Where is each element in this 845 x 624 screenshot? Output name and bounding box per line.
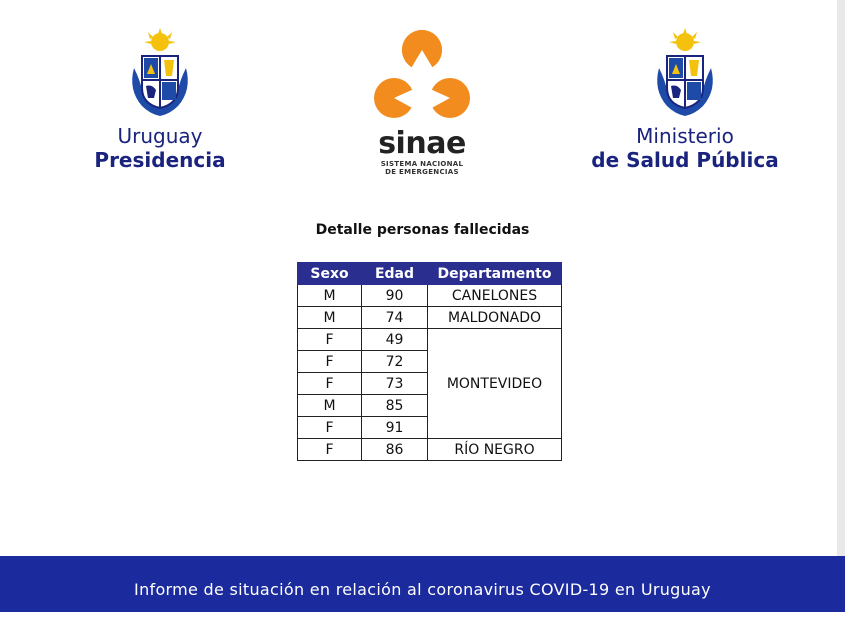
cell-edad: 72 <box>362 351 428 373</box>
cell-departamento: CANELONES <box>428 285 562 307</box>
coat-of-arms-icon <box>645 28 725 120</box>
msp-line2: de Salud Pública <box>591 148 779 172</box>
coat-of-arms-icon <box>120 28 200 120</box>
footer-text: Informe de situación en relación al coronavirus COVID-19 en Uruguay <box>134 580 711 599</box>
cell-sexo: M <box>298 285 362 307</box>
cell-edad: 49 <box>362 329 428 351</box>
sinae-subtitle-2: DE EMERGENCIAS <box>385 168 459 176</box>
cell-sexo: F <box>298 373 362 395</box>
sinae-emblem-icon <box>372 28 472 122</box>
cell-departamento: MALDONADO <box>428 307 562 329</box>
header-sexo: Sexo <box>298 263 362 285</box>
cell-sexo: M <box>298 307 362 329</box>
table-row <box>298 307 562 329</box>
cell-sexo: F <box>298 417 362 439</box>
table-header-row <box>298 263 562 285</box>
presidencia-line1: Uruguay <box>117 124 203 148</box>
msp-logo <box>585 28 785 172</box>
sinae-subtitle-1: SISTEMA NACIONAL <box>380 160 464 168</box>
cell-edad: 91 <box>362 417 428 439</box>
cell-sexo: F <box>298 329 362 351</box>
table-title: Detalle personas fallecidas <box>315 222 530 238</box>
cell-edad: 85 <box>362 395 428 417</box>
cell-sexo: F <box>298 439 362 461</box>
table-row <box>298 285 562 307</box>
footer-banner <box>0 556 845 612</box>
cell-sexo: M <box>298 395 362 417</box>
table-row <box>298 329 562 351</box>
sinae-wordmark: sinae <box>378 126 466 161</box>
sinae-logo <box>352 28 492 176</box>
cell-edad: 73 <box>362 373 428 395</box>
cell-departamento-merged: MONTEVIDEO <box>428 329 562 439</box>
cell-sexo: F <box>298 351 362 373</box>
presidencia-line2: Presidencia <box>94 148 226 172</box>
presidencia-logo <box>90 28 230 172</box>
msp-line1: Ministerio <box>636 124 734 148</box>
cell-edad: 74 <box>362 307 428 329</box>
cell-departamento: RÍO NEGRO <box>428 439 562 461</box>
cell-edad: 90 <box>362 285 428 307</box>
cell-edad: 86 <box>362 439 428 461</box>
header-departamento: Departamento <box>428 263 562 285</box>
deaths-table <box>297 262 562 461</box>
table-row <box>298 439 562 461</box>
page-edge <box>837 0 845 612</box>
header-edad: Edad <box>362 263 428 285</box>
